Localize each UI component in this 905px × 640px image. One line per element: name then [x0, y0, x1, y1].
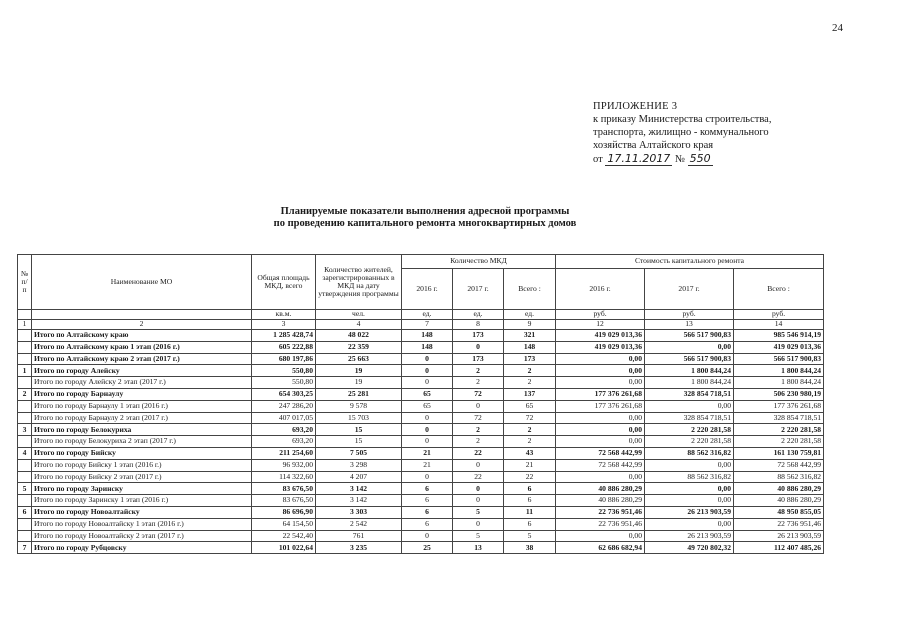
mo-name: Итого по городу Бийску 2 этап (2017 г.) [32, 471, 252, 483]
count-2017-cell: 22 [453, 471, 504, 483]
count-2017-cell: 2 [453, 424, 504, 436]
count-total-cell: 2 [504, 436, 556, 448]
cost-2017-cell: 0,00 [645, 400, 734, 412]
count-2016-cell: 0 [402, 412, 453, 424]
cost-2017-cell: 566 517 900,83 [645, 353, 734, 365]
column-number: 2 [32, 320, 252, 330]
count-2017-cell: 5 [453, 530, 504, 542]
table-row [18, 495, 824, 507]
cost-2017-cell: 49 720 802,32 [645, 542, 734, 554]
mo-name: Итого по городу Рубцовску [32, 542, 252, 554]
column-number: 12 [556, 320, 645, 330]
count-total-cell: 72 [504, 412, 556, 424]
area-cell: 83 676,50 [252, 483, 316, 495]
cost-2017-cell: 0,00 [645, 483, 734, 495]
row-number [18, 377, 32, 389]
column-numbers-row [18, 320, 824, 330]
count-2016-cell: 0 [402, 471, 453, 483]
count-2016-cell: 0 [402, 365, 453, 377]
mo-name: Итого по городу Барнаулу 2 этап (2017 г.) [32, 412, 252, 424]
column-number: 7 [402, 320, 453, 330]
cost-total-cell: 22 736 951,46 [734, 518, 824, 530]
title-line-1: Планируемые показатели выполнения адресной программы [280, 206, 570, 217]
area-cell: 1 285 428,74 [252, 330, 316, 342]
count-2016-cell: 65 [402, 400, 453, 412]
residents-cell: 9 578 [316, 400, 402, 412]
row-number [18, 353, 32, 365]
residents-cell: 15 [316, 436, 402, 448]
document-title [220, 206, 630, 230]
count-total-cell: 6 [504, 483, 556, 495]
count-total-cell: 6 [504, 495, 556, 507]
mo-name: Итого по городу Бийску 1 этап (2016 г.) [32, 459, 252, 471]
count-2016-cell: 21 [402, 459, 453, 471]
count-total-cell: 21 [504, 459, 556, 471]
area-cell: 114 322,60 [252, 471, 316, 483]
cost-2016-cell: 419 029 013,36 [556, 330, 645, 342]
cost-2017-cell: 26 213 903,59 [645, 530, 734, 542]
area-cell: 86 696,90 [252, 506, 316, 518]
area-cell: 550,80 [252, 377, 316, 389]
row-number: 2 [18, 388, 32, 400]
cost-2016-cell: 177 376 261,68 [556, 388, 645, 400]
area-cell: 96 932,00 [252, 459, 316, 471]
unit-cell: чел. [316, 310, 402, 320]
column-number: 4 [316, 320, 402, 330]
row-number [18, 341, 32, 353]
residents-cell: 15 703 [316, 412, 402, 424]
cost-2016-cell: 0,00 [556, 353, 645, 365]
table-row [18, 542, 824, 554]
table-row [18, 377, 824, 389]
count-2017-cell: 13 [453, 542, 504, 554]
cost-2017-cell: 2 220 281,58 [645, 436, 734, 448]
count-total-cell: 22 [504, 471, 556, 483]
cost-2017-cell: 26 213 903,59 [645, 506, 734, 518]
cost-2017-cell: 0,00 [645, 459, 734, 471]
area-cell: 101 022,64 [252, 542, 316, 554]
cost-total-cell: 40 886 280,29 [734, 483, 824, 495]
header-cost-2016: 2016 г. [556, 269, 645, 310]
count-2016-cell: 65 [402, 388, 453, 400]
count-2016-cell: 0 [402, 353, 453, 365]
appendix-line: хозяйства Алтайского края [593, 140, 714, 151]
area-cell: 550,80 [252, 365, 316, 377]
cost-2016-cell: 0,00 [556, 436, 645, 448]
count-2016-cell: 0 [402, 377, 453, 389]
cost-2016-cell: 62 686 682,94 [556, 542, 645, 554]
cost-2016-cell: 0,00 [556, 530, 645, 542]
cost-total-cell: 985 546 914,19 [734, 330, 824, 342]
table-row [18, 353, 824, 365]
column-number: 1 [18, 320, 32, 330]
number-prefix: № [674, 154, 685, 165]
table-row [18, 412, 824, 424]
count-2017-cell: 2 [453, 365, 504, 377]
residents-cell: 48 022 [316, 330, 402, 342]
cost-2016-cell: 22 736 951,46 [556, 518, 645, 530]
table-row [18, 447, 824, 459]
unit-cell: кв.м. [252, 310, 316, 320]
unit-cell: руб. [645, 310, 734, 320]
appendix-block [593, 100, 833, 166]
mo-name: Итого по городу Белокуриха [32, 424, 252, 436]
date-prefix: от [593, 154, 603, 165]
header-area: Общая площадь МКД, всего [252, 255, 316, 310]
unit-cell: руб. [556, 310, 645, 320]
header-2017: 2017 г. [453, 269, 504, 310]
cost-2017-cell: 566 517 900,83 [645, 330, 734, 342]
header-cost-2017: 2017 г. [645, 269, 734, 310]
count-2017-cell: 2 [453, 377, 504, 389]
cost-total-cell: 48 950 855,05 [734, 506, 824, 518]
unit-cell: ед. [453, 310, 504, 320]
table-row [18, 400, 824, 412]
table-row [18, 365, 824, 377]
title-line-2: по проведению капитального ремонта многоквартирных домов [273, 218, 577, 229]
mo-name: Итого по городу Новоалтайску 1 этап (2016 г.) [32, 518, 252, 530]
cost-total-cell: 40 886 280,29 [734, 495, 824, 507]
mo-name: Итого по Алтайскому краю 2 этап (2017 г.) [32, 353, 252, 365]
count-total-cell: 5 [504, 530, 556, 542]
count-total-cell: 2 [504, 377, 556, 389]
cost-2016-cell: 22 736 951,46 [556, 506, 645, 518]
count-2017-cell: 0 [453, 495, 504, 507]
count-total-cell: 6 [504, 518, 556, 530]
count-2017-cell: 22 [453, 447, 504, 459]
mo-name: Итого по городу Заринску [32, 483, 252, 495]
header-mkd-count: Количество МКД [402, 255, 556, 269]
area-cell: 693,20 [252, 436, 316, 448]
residents-cell: 15 [316, 424, 402, 436]
cost-total-cell: 72 568 442,99 [734, 459, 824, 471]
residents-cell: 25 663 [316, 353, 402, 365]
row-number [18, 495, 32, 507]
count-2016-cell: 0 [402, 436, 453, 448]
row-number: 5 [18, 483, 32, 495]
mo-name: Итого по Алтайскому краю [32, 330, 252, 342]
area-cell: 654 303,25 [252, 388, 316, 400]
count-2017-cell: 173 [453, 353, 504, 365]
page-number: 24 [832, 22, 843, 34]
count-2017-cell: 0 [453, 483, 504, 495]
header-total: Всего : [504, 269, 556, 310]
order-date: 17.11.2017 [607, 152, 671, 165]
count-2016-cell: 6 [402, 483, 453, 495]
appendix-line: транспорта, жилищно - коммунального [593, 127, 769, 138]
count-total-cell: 65 [504, 400, 556, 412]
table-row [18, 530, 824, 542]
count-total-cell: 137 [504, 388, 556, 400]
count-2016-cell: 6 [402, 518, 453, 530]
column-number: 8 [453, 320, 504, 330]
count-2017-cell: 5 [453, 506, 504, 518]
row-number [18, 330, 32, 342]
cost-total-cell: 328 854 718,51 [734, 412, 824, 424]
cost-2016-cell: 419 029 013,36 [556, 341, 645, 353]
mo-name: Итого по городу Бийску [32, 447, 252, 459]
cost-2016-cell: 0,00 [556, 424, 645, 436]
table-row [18, 483, 824, 495]
cost-2016-cell: 0,00 [556, 412, 645, 424]
count-2017-cell: 72 [453, 388, 504, 400]
cost-2016-cell: 0,00 [556, 377, 645, 389]
cost-2017-cell: 0,00 [645, 495, 734, 507]
mo-name: Итого по городу Новоалтайску 2 этап (2017 г.) [32, 530, 252, 542]
area-cell: 407 017,05 [252, 412, 316, 424]
row-number [18, 412, 32, 424]
mo-name: Итого по городу Барнаулу [32, 388, 252, 400]
area-cell: 693,20 [252, 424, 316, 436]
column-number: 14 [734, 320, 824, 330]
area-cell: 22 542,40 [252, 530, 316, 542]
count-2016-cell: 0 [402, 530, 453, 542]
header-2016: 2016 г. [402, 269, 453, 310]
table-body [18, 330, 824, 554]
count-total-cell: 148 [504, 341, 556, 353]
cost-total-cell: 88 562 316,82 [734, 471, 824, 483]
row-number [18, 459, 32, 471]
count-2016-cell: 6 [402, 506, 453, 518]
row-number: 6 [18, 506, 32, 518]
column-number: 13 [645, 320, 734, 330]
cost-2017-cell: 88 562 316,82 [645, 471, 734, 483]
header-cost: Стоимость капитального ремонта [556, 255, 824, 269]
count-total-cell: 321 [504, 330, 556, 342]
table-row [18, 471, 824, 483]
table-row [18, 424, 824, 436]
count-2017-cell: 0 [453, 459, 504, 471]
residents-cell: 761 [316, 530, 402, 542]
cost-2016-cell: 0,00 [556, 365, 645, 377]
cost-total-cell: 2 220 281,58 [734, 436, 824, 448]
residents-cell: 4 207 [316, 471, 402, 483]
cost-2016-cell: 72 568 442,99 [556, 447, 645, 459]
cost-2017-cell: 88 562 316,82 [645, 447, 734, 459]
area-cell: 83 676,50 [252, 495, 316, 507]
cost-2016-cell: 40 886 280,29 [556, 495, 645, 507]
residents-cell: 3 298 [316, 459, 402, 471]
header-cost-total: Всего : [734, 269, 824, 310]
table-row [18, 388, 824, 400]
count-total-cell: 43 [504, 447, 556, 459]
count-2017-cell: 0 [453, 518, 504, 530]
count-total-cell: 173 [504, 353, 556, 365]
cost-total-cell: 161 130 759,81 [734, 447, 824, 459]
cost-total-cell: 177 376 261,68 [734, 400, 824, 412]
row-number [18, 436, 32, 448]
table-row [18, 518, 824, 530]
area-cell: 605 222,88 [252, 341, 316, 353]
mo-name: Итого по городу Новоалтайску [32, 506, 252, 518]
row-number: 4 [18, 447, 32, 459]
count-total-cell: 38 [504, 542, 556, 554]
cost-2016-cell: 177 376 261,68 [556, 400, 645, 412]
cost-total-cell: 1 800 844,24 [734, 365, 824, 377]
cost-2017-cell: 328 854 718,51 [645, 388, 734, 400]
cost-2017-cell: 1 800 844,24 [645, 377, 734, 389]
residents-cell: 7 505 [316, 447, 402, 459]
count-total-cell: 11 [504, 506, 556, 518]
row-number: 1 [18, 365, 32, 377]
cost-total-cell: 506 230 980,19 [734, 388, 824, 400]
mo-name: Итого по городу Алейску [32, 365, 252, 377]
unit-cell: руб. [734, 310, 824, 320]
count-2016-cell: 6 [402, 495, 453, 507]
table-row [18, 459, 824, 471]
cost-total-cell: 26 213 903,59 [734, 530, 824, 542]
count-2017-cell: 2 [453, 436, 504, 448]
unit-cell: ед. [402, 310, 453, 320]
count-total-cell: 2 [504, 424, 556, 436]
table-row [18, 506, 824, 518]
cost-2017-cell: 1 800 844,24 [645, 365, 734, 377]
residents-cell: 3 303 [316, 506, 402, 518]
count-2016-cell: 148 [402, 330, 453, 342]
mo-name: Итого по городу Барнаулу 1 этап (2016 г.) [32, 400, 252, 412]
header-name: Наименование МО [32, 255, 252, 310]
cost-total-cell: 2 220 281,58 [734, 424, 824, 436]
count-2017-cell: 72 [453, 412, 504, 424]
row-number: 3 [18, 424, 32, 436]
residents-cell: 3 235 [316, 542, 402, 554]
area-cell: 680 197,86 [252, 353, 316, 365]
residents-cell: 19 [316, 377, 402, 389]
residents-cell: 2 542 [316, 518, 402, 530]
count-2016-cell: 0 [402, 424, 453, 436]
cost-2017-cell: 0,00 [645, 341, 734, 353]
area-cell: 247 286,20 [252, 400, 316, 412]
order-date-line [593, 152, 833, 166]
count-total-cell: 2 [504, 365, 556, 377]
row-number [18, 400, 32, 412]
table-row [18, 330, 824, 342]
residents-cell: 25 281 [316, 388, 402, 400]
appendix-line: к приказу Министерства строительства, [593, 114, 772, 125]
cost-2017-cell: 2 220 281,58 [645, 424, 734, 436]
cost-2016-cell: 40 886 280,29 [556, 483, 645, 495]
count-2016-cell: 148 [402, 341, 453, 353]
count-2017-cell: 0 [453, 400, 504, 412]
area-cell: 211 254,60 [252, 447, 316, 459]
residents-cell: 3 142 [316, 483, 402, 495]
table-row [18, 341, 824, 353]
column-number: 9 [504, 320, 556, 330]
residents-cell: 22 359 [316, 341, 402, 353]
area-cell: 64 154,50 [252, 518, 316, 530]
cost-2017-cell: 0,00 [645, 518, 734, 530]
residents-cell: 3 142 [316, 495, 402, 507]
mo-name: Итого по городу Заринску 1 этап (2016 г.) [32, 495, 252, 507]
indicators-table [17, 254, 824, 554]
cost-total-cell: 1 800 844,24 [734, 377, 824, 389]
count-2017-cell: 173 [453, 330, 504, 342]
appendix-title: ПРИЛОЖЕНИЕ 3 [593, 101, 678, 112]
cost-2016-cell: 0,00 [556, 471, 645, 483]
unit-cell: ед. [504, 310, 556, 320]
cost-2017-cell: 328 854 718,51 [645, 412, 734, 424]
count-2017-cell: 0 [453, 341, 504, 353]
count-2016-cell: 25 [402, 542, 453, 554]
mo-name: Итого по городу Белокуриха 2 этап (2017 г.) [32, 436, 252, 448]
row-number: 7 [18, 542, 32, 554]
row-number [18, 471, 32, 483]
column-number: 3 [252, 320, 316, 330]
header-num: № п/п [18, 255, 32, 310]
residents-cell: 19 [316, 365, 402, 377]
cost-total-cell: 419 029 013,36 [734, 341, 824, 353]
cost-2016-cell: 72 568 442,99 [556, 459, 645, 471]
mo-name: Итого по городу Алейску 2 этап (2017 г.) [32, 377, 252, 389]
units-row [18, 310, 824, 320]
cost-total-cell: 112 407 485,26 [734, 542, 824, 554]
mo-name: Итого по Алтайскому краю 1 этап (2016 г.) [32, 341, 252, 353]
row-number [18, 530, 32, 542]
cost-total-cell: 566 517 900,83 [734, 353, 824, 365]
count-2016-cell: 21 [402, 447, 453, 459]
row-number [18, 518, 32, 530]
order-number: 550 [689, 152, 711, 165]
table-row [18, 436, 824, 448]
header-residents: Количество жителей, зарегистрированных в МКД на дату утверждения программы [316, 255, 402, 310]
